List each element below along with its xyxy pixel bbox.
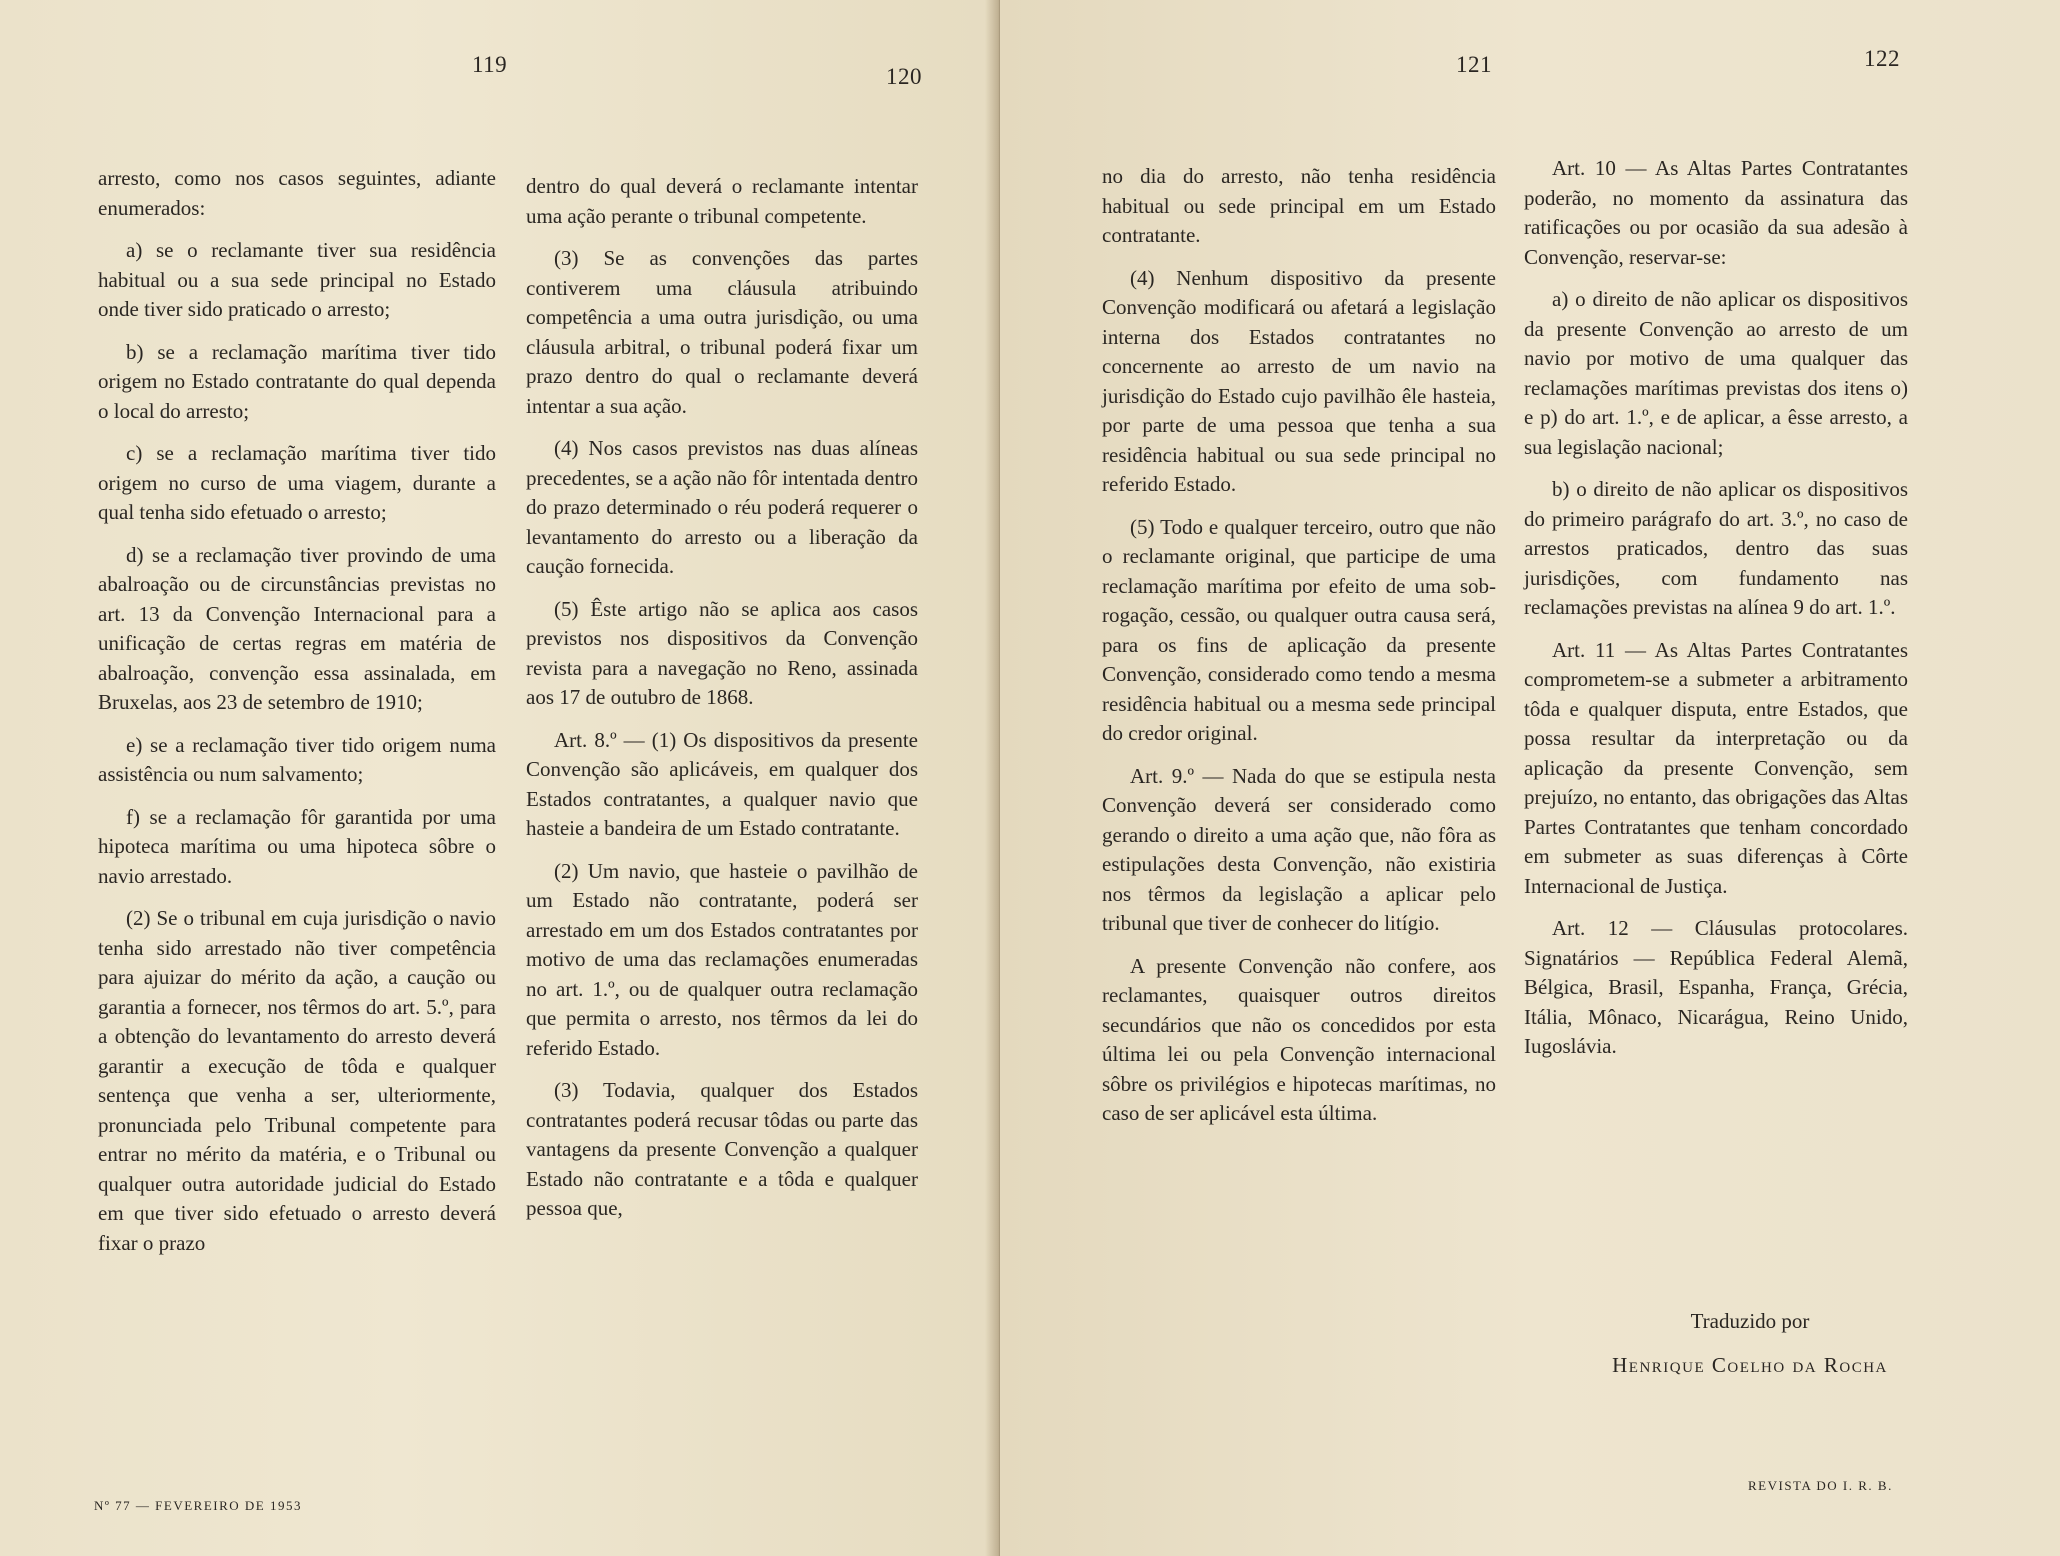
paragraph: (3) Se as convenções das partes contiverem uma cláusula atribuindo competência a uma outra jurisdição, ou uma cláusula arbitral, o tribunal poderá fixar um prazo dentro do qual o reclamante deverá intentar a sua ação. <box>526 246 918 418</box>
paragraph: (2) Se o tribunal em cuja jurisdição o navio tenha sido arrestado não tiver competência para ajuizar do mérito da ação, a caução ou garantia a fornecer, nos têrmos do art. 5.º, para a obtenção do levantamento do arresto deverá garantir a execução de tôda e qualquer sentença que venha a ser, ulteriormente, pronunciada pelo Tribunal competente para entrar no mérito da matéria, e o Tribunal ou qualquer outra autoridade judicial do Estado em que tiver sido efetuado o arresto deverá fixar o prazo <box>98 906 496 1255</box>
column-page-122 <box>1524 154 1908 1075</box>
paragraph: Art. 12 — Cláusulas protocolares. Signatários — República Federal Alemã, Bélgica, Brasil, Espanha, França, Grécia, Itália, Mônaco, Nicarágua, Reino Unido, Iugoslávia. <box>1524 916 1908 1058</box>
paragraph: b) se a reclamação marítima tiver tido origem no Estado contratante do qual dependa o local do arresto; <box>98 339 496 423</box>
footer-issue: Nº 77 — FEVEREIRO DE 1953 <box>94 1498 302 1513</box>
paragraph: A presente Convenção não confere, aos reclamantes, quaisquer outros direitos secundários que não os concedidos por esta última lei ou pela Convenção internacional sôbre os privilégios e hipotecas marítimas, no caso de ser aplicável esta última. <box>1102 953 1496 1125</box>
column-page-120 <box>526 172 918 1237</box>
paragraph: no dia do arresto, não tenha residência habitual ou sede principal em um Estado contratante. <box>1102 164 1496 247</box>
paragraph: (3) Todavia, qualquer dos Estados contratantes poderá recusar tôdas ou parte das vantagens da presente Convenção a qualquer Estado não contratante e a tôda e qualquer pessoa que, <box>526 1078 918 1220</box>
paragraph: (4) Nos casos previstos nas duas alíneas precedentes, se a ação não fôr intentada dentro do prazo determinado o réu poderá requerer o levantamento do arresto ou a liberação da caução fornecida. <box>526 436 918 578</box>
paragraph: c) se a reclamação marítima tiver tido origem no curso de uma viagem, durante a qual tenha sido efetuado o arresto; <box>98 441 496 524</box>
credit-label: Traduzido por <box>1690 1309 1810 1333</box>
left-page <box>0 0 1000 1556</box>
paragraph: (5) Todo e qualquer terceiro, outro que não o reclamante original, que participe de uma reclamação marítima por efeito de uma sob-rogação, cessão, ou qualquer outra causa será, para os fins de aplicação da presente Convenção, considerado como tendo a mesma residência habitual ou a mesma sede principal do credor original. <box>1102 514 1496 745</box>
column-page-121 <box>1102 162 1496 1142</box>
page-number-119: 119 <box>472 52 508 77</box>
paragraph: (4) Nenhum dispositivo da presente Convenção modificará ou afetará a legislação interna dos Estados contratantes no concernente ao arresto de um navio na jurisdição do Estado cujo pavilhão êle hasteia, por parte de uma pessoa que tenha a sua residência habitual ou sua sede principal no referido Estado. <box>1102 265 1496 496</box>
paragraph: Art. 11 — As Altas Partes Contratantes comprometem-se a submeter a arbitramento tôda e qualquer disputa, entre Estados, que possa resultar da interpretação ou da aplicação da presente Convenção, sem prejuízo, no entanto, das obrigações das Altas Partes Contratantes que tenham concordado em submeter as suas diferenças à Côrte Internacional de Justiça. <box>1524 637 1908 898</box>
paragraph: f) se a reclamação fôr garantida por uma hipoteca marítima ou uma hipoteca sôbre o navio arrestado. <box>98 804 496 888</box>
page-number-120: 120 <box>886 64 922 89</box>
paragraph: Art. 8.º — (1) Os dispositivos da presente Convenção são aplicáveis, em qualquer dos Estados contratantes, a qualquer navio que hasteie a bandeira de um Estado contratante. <box>526 727 918 840</box>
page-number-121: 121 <box>1456 52 1492 77</box>
paragraph: d) se a reclamação tiver provindo de uma abalroação ou de circunstâncias previstas no art. 13 da Convenção Internacional para a unificação de certas regras em matéria de abalroação, convenção essa assinalada, em Bruxelas, aos 23 de setembro de 1910; <box>98 542 496 714</box>
paragraph: b) o direito de não aplicar os dispositivos do primeiro parágrafo do art. 3.º, no caso de arrestos praticados, dentro das suas jurisdições, com fundamento nas reclamações previstas na alínea 9 do art. 1.º. <box>1524 477 1908 619</box>
paragraph: Art. 10 — As Altas Partes Contratantes poderão, no momento da assinatura das ratificações ou por ocasião da sua adesão à Convenção, reservar-se: <box>1524 156 1908 269</box>
paragraph: (2) Um navio, que hasteie o pavilhão de um Estado não contratante, poderá ser arrestado em um dos Estados contratantes por motivo de uma das reclamações enumeradas no art. 1.º, ou de qualquer outra reclamação que permita o arresto, nos têrmos da lei do referido Estado. <box>526 858 918 1060</box>
paragraph: dentro do qual deverá o reclamante intentar uma ação perante o tribunal competente. <box>526 174 918 228</box>
paragraph: a) se o reclamante tiver sua residência habitual ou a sua sede principal no Estado onde tiver sido praticado o arresto; <box>98 238 496 321</box>
paragraph: (5) Êste artigo não se aplica aos casos previstos nos dispositivos da Convenção revista para a navegação no Reno, assinada aos 17 de outubro de 1868. <box>526 596 918 709</box>
translator-name: Henrique Coelho da Rocha <box>1612 1353 1888 1377</box>
column-page-119 <box>98 164 496 1271</box>
right-page <box>1000 0 2060 1556</box>
translation-credit <box>1560 1306 1940 1380</box>
paragraph: arresto, como nos casos seguintes, adiante enumerados: <box>98 166 496 220</box>
paragraph: a) o direito de não aplicar os dispositivos da presente Convenção ao arresto de um navio por motivo de uma qualquer das reclamações marítimas previstas dos itens o) e p) do art. 1.º, e de aplicar, a êsse arresto, a sua legislação nacional; <box>1524 287 1908 459</box>
paragraph: Art. 9.º — Nada do que se estipula nesta Convenção deverá ser considerado como gerando o direito a uma ação que, não fôra as estipulações desta Convenção, não existiria nos têrmos da legislação a aplicar pelo tribunal que tiver de conhecer do litígio. <box>1102 763 1496 935</box>
footer-journal: REVISTA DO I. R. B. <box>1748 1478 1893 1493</box>
page-number-122: 122 <box>1864 46 1900 71</box>
paragraph: e) se a reclamação tiver tido origem numa assistência ou num salvamento; <box>98 732 496 786</box>
